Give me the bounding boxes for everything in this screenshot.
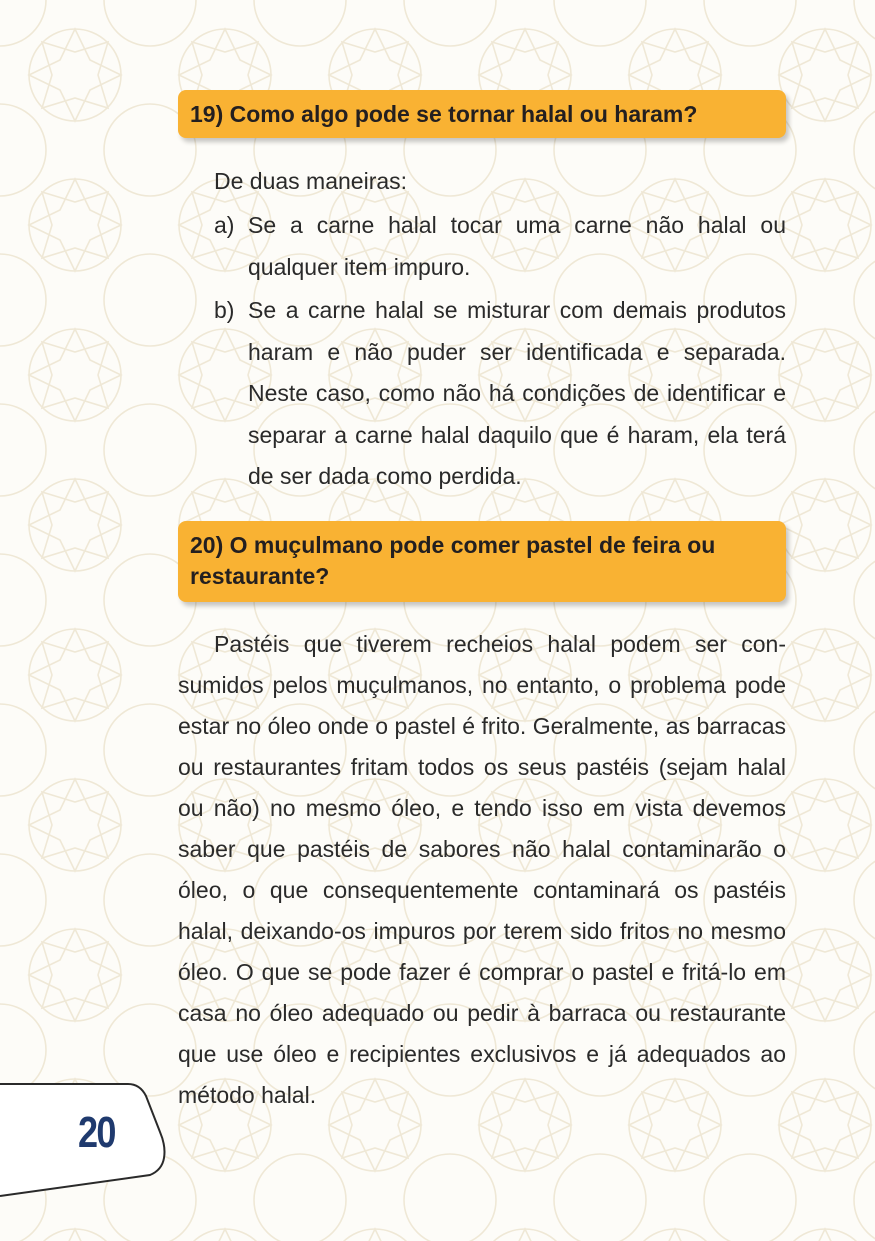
question-20-heading: 20) O muçulmano pode comer pastel de feira ou restaurante?	[178, 521, 786, 602]
question-19-heading: 19) Como algo pode se tornar halal ou haram?	[178, 90, 786, 138]
list-item-marker: a)	[214, 212, 235, 238]
list-item-text: Se a carne halal se misturar com demais produtos haram e não puder ser identificada e separada. Neste caso, como não há condições de identificar e separar a carne halal daquilo que é haram, ela terá de ser dada como perdida.	[248, 297, 786, 489]
list-item-marker: b)	[214, 297, 235, 323]
question-19-intro: De duas maneiras:	[214, 168, 408, 194]
page-number: 20	[78, 1108, 115, 1157]
question-20-answer: Pastéis que tiverem recheios halal podem ser consumidos pelos muçulmanos, no entanto, o problema pode estar no óleo onde o pastel é frito. Geralmente, as barracas ou restaurantes fritam todos os seus pastéis (sejam halal ou não) no mesmo óleo, e tendo isso em vista devemos saber que pastéis de sabores não halal contaminarão o óleo, o que consequentemente contaminará os pastéis halal, deixando-os impuros por terem sido fritos no mesmo óleo. O que se pode fazer é comprar o pastel e fritá-lo em casa no óleo adequado ou pedir à barraca ou restaurante que use óleo e recipientes exclusivos e já adequados ao método halal.	[178, 631, 786, 1108]
list-item	[214, 205, 786, 288]
list-item-text: Se a carne halal tocar uma carne não halal ou qualquer item impuro.	[248, 212, 786, 280]
list-item	[214, 290, 786, 498]
